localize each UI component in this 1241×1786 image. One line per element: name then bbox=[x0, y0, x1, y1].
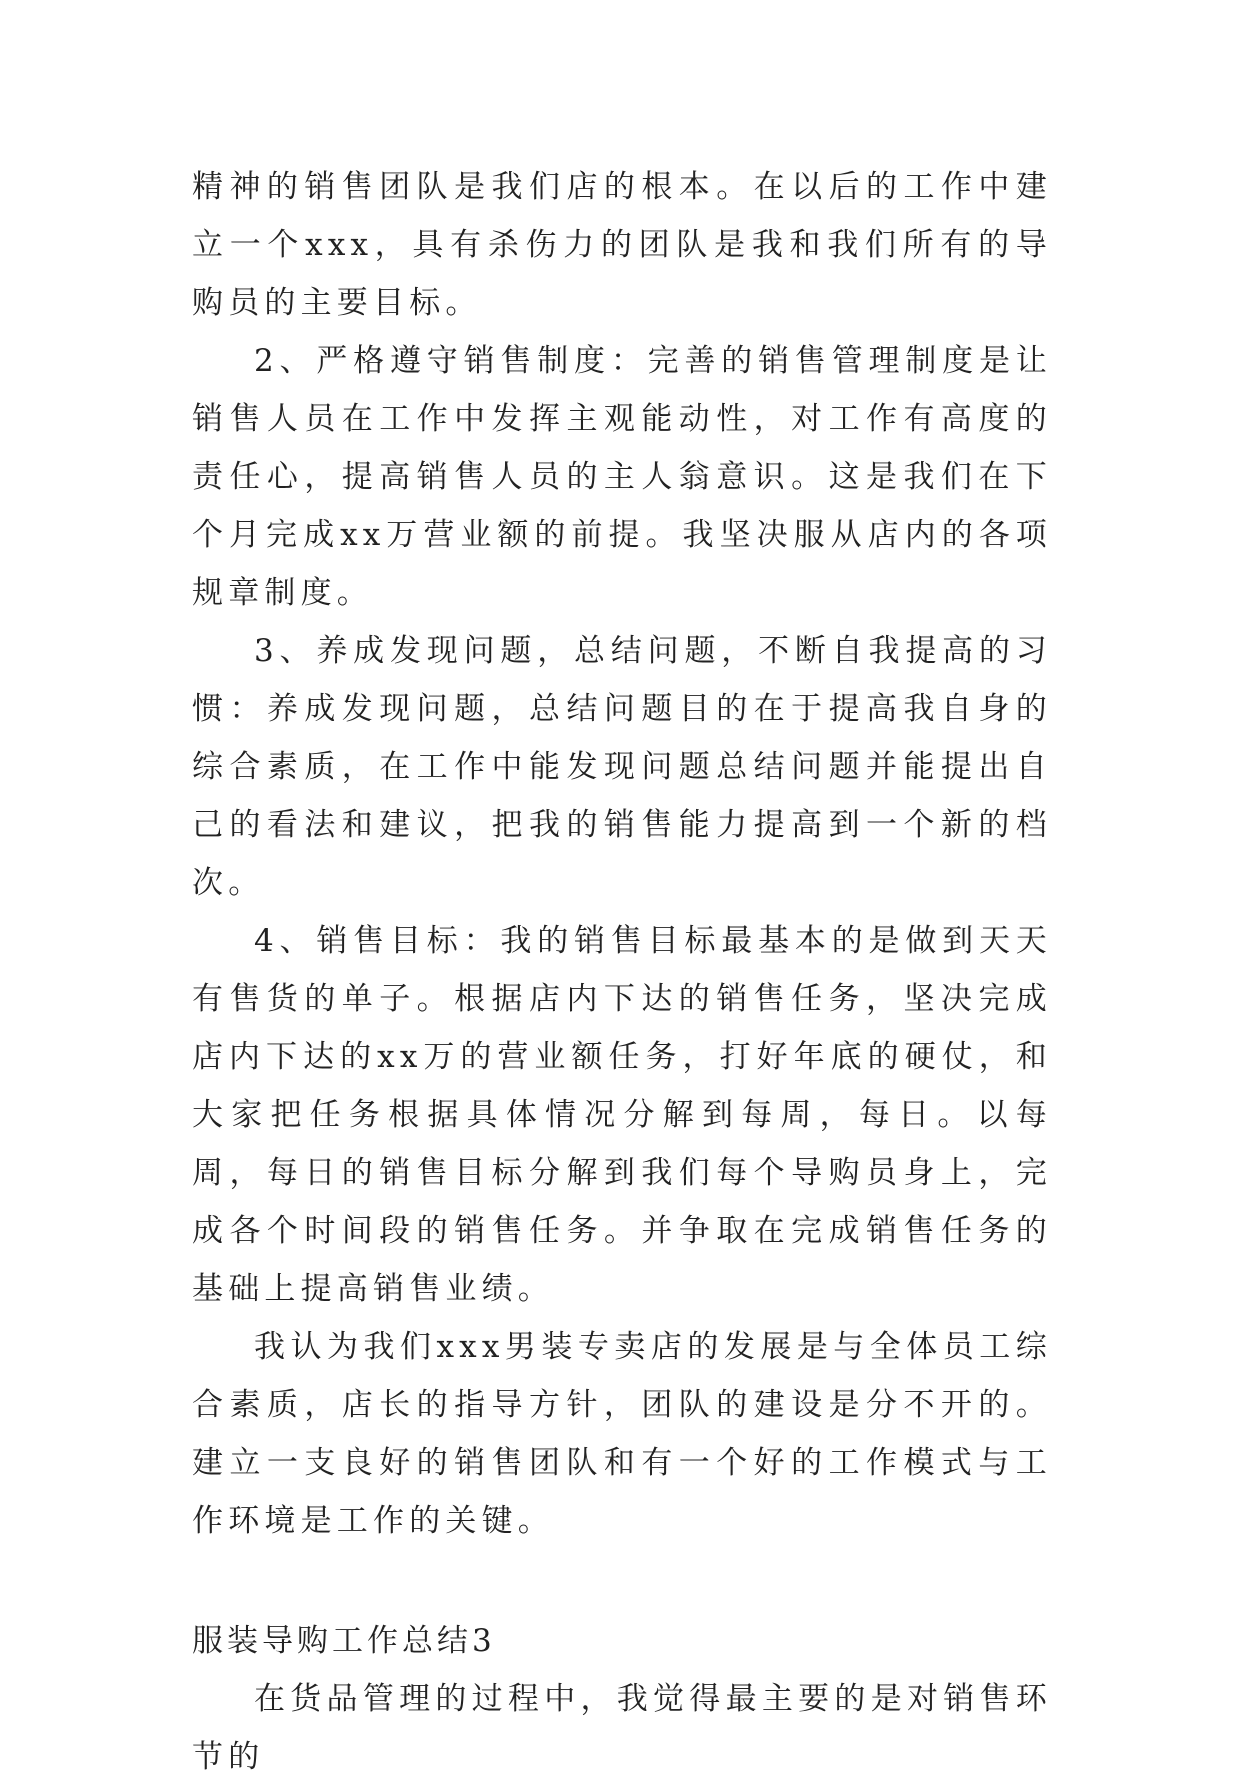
paragraph-sales-rules: 2、严格遵守销售制度：完善的销售管理制度是让销售人员在工作中发挥主观能动性，对工作有高度的责任心，提高销售人员的主人翁意识。这是我们在下个月完成xx万营业额的前提。我坚决服从店内的各项规章制度。 bbox=[192, 343, 1052, 611]
section-heading: 服装导购工作总结3 bbox=[192, 1623, 496, 1659]
paragraph-goods-management: 在货品管理的过程中，我觉得最主要的是对销售环节的 bbox=[192, 1681, 1052, 1775]
paragraph-sales-target: 4、销售目标：我的销售目标最基本的是做到天天有售货的单子。根据店内下达的销售任务，坚决完成店内下达的xx万的营业额任务，打好年底的硬仗，和大家把任务根据具体情况分解到每周，每日。以每周，每日的销售目标分解到我们每个导购员身上，完成各个时间段的销售任务。并争取在完成销售任务的基础上提高销售业绩。 bbox=[192, 923, 1052, 1307]
document-body bbox=[192, 158, 1052, 1786]
paragraph-problem-habits: 3、养成发现问题，总结问题，不断自我提高的习惯：养成发现问题，总结问题目的在于提高我自身的综合素质，在工作中能发现问题总结问题并能提出自己的看法和建议，把我的销售能力提高到一个新的档次。 bbox=[192, 633, 1052, 901]
paragraph-continuation: 精神的销售团队是我们店的根本。在以后的工作中建立一个xxx，具有杀伤力的团队是我和我们所有的导购员的主要目标。 bbox=[192, 169, 1052, 321]
paragraph-conclusion: 我认为我们xxx男装专卖店的发展是与全体员工综合素质，店长的指导方针，团队的建设是分不开的。建立一支良好的销售团队和有一个好的工作模式与工作环境是工作的关键。 bbox=[192, 1329, 1052, 1539]
